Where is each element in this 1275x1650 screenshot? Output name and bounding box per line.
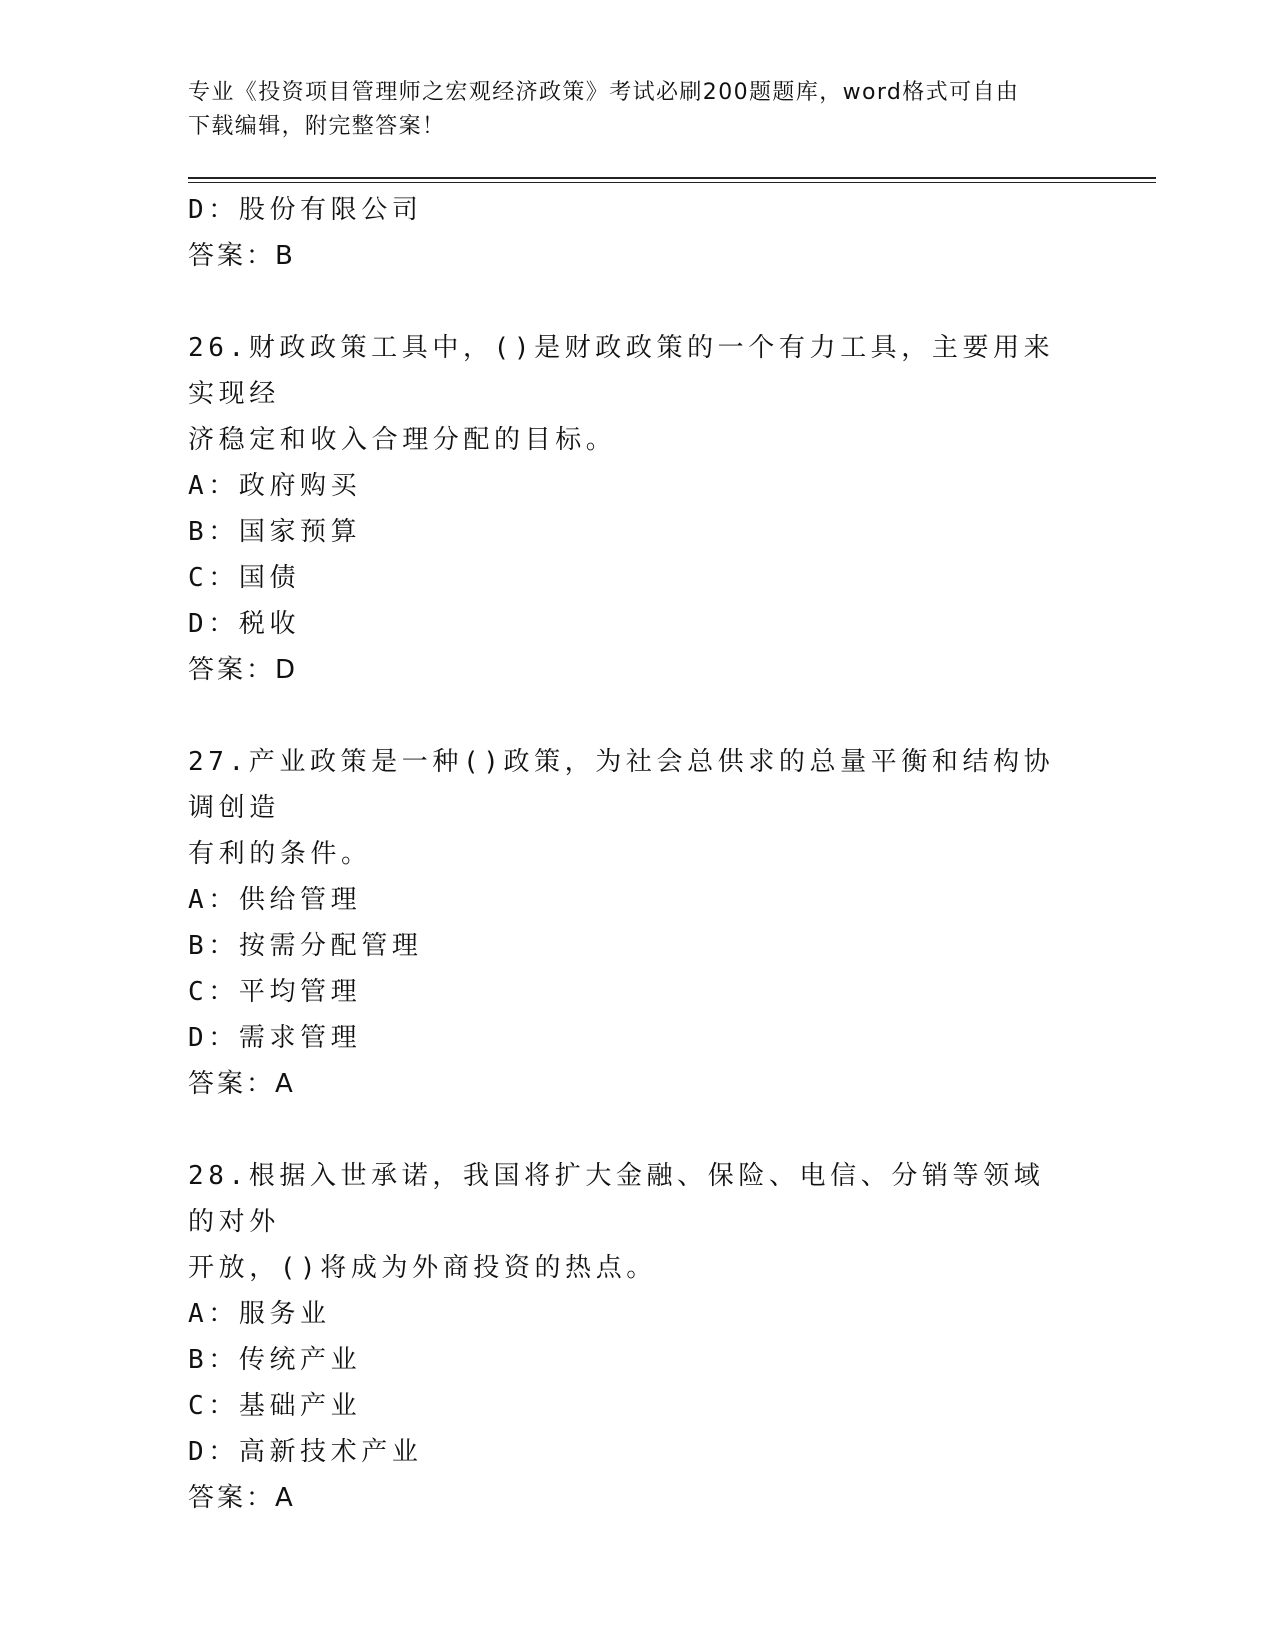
spacer (188, 693, 1088, 739)
question-text-line-1: 27.产业政策是一种()政策，为社会总供求的总量平衡和结构协调创造 (188, 747, 1055, 823)
document-body (188, 187, 1088, 1521)
option-a: A：供给管理 (188, 885, 362, 915)
header-line-2: 下载编辑，附完整答案！ (188, 114, 446, 139)
question-text-line-1: 28.根据入世承诺，我国将扩大金融、保险、电信、分销等领域的对外 (188, 1161, 1045, 1237)
option-d: D：需求管理 (188, 1023, 362, 1053)
spacer (188, 1107, 1088, 1153)
option-d: D：高新技术产业 (188, 1437, 423, 1467)
question-26 (188, 325, 1088, 693)
question-text-line-2: 济稳定和收入合理分配的目标。 (188, 425, 617, 455)
carryover-option-d: D：股份有限公司 (188, 195, 423, 225)
option-a: A：服务业 (188, 1299, 331, 1329)
header-divider-thin (188, 182, 1156, 183)
option-c: C：基础产业 (188, 1391, 362, 1421)
option-b: B：传统产业 (188, 1345, 362, 1375)
answer: 答案：D (188, 655, 299, 685)
answer: 答案：A (188, 1069, 296, 1099)
option-a: A：政府购买 (188, 471, 362, 501)
option-d: D：税收 (188, 609, 301, 639)
answer: 答案：A (188, 1483, 296, 1513)
question-text-line-2: 有利的条件。 (188, 839, 372, 869)
question-27 (188, 739, 1088, 1107)
option-c: C：平均管理 (188, 977, 362, 1007)
option-c: C：国债 (188, 563, 301, 593)
document-header (188, 76, 1088, 144)
question-text-line-1: 26.财政政策工具中，()是财政政策的一个有力工具，主要用来实现经 (188, 333, 1055, 409)
question-28 (188, 1153, 1088, 1521)
header-line-1: 专业《投资项目管理师之宏观经济政策》考试必刷200题题库，word格式可自由 (188, 80, 1020, 105)
question-text-line-2: 开放，()将成为外商投资的热点。 (188, 1253, 657, 1283)
carryover-answer: 答案：B (188, 241, 296, 271)
option-b: B：国家预算 (188, 517, 362, 547)
spacer (188, 279, 1088, 325)
header-divider-thick (188, 177, 1156, 179)
option-b: B：按需分配管理 (188, 931, 423, 961)
